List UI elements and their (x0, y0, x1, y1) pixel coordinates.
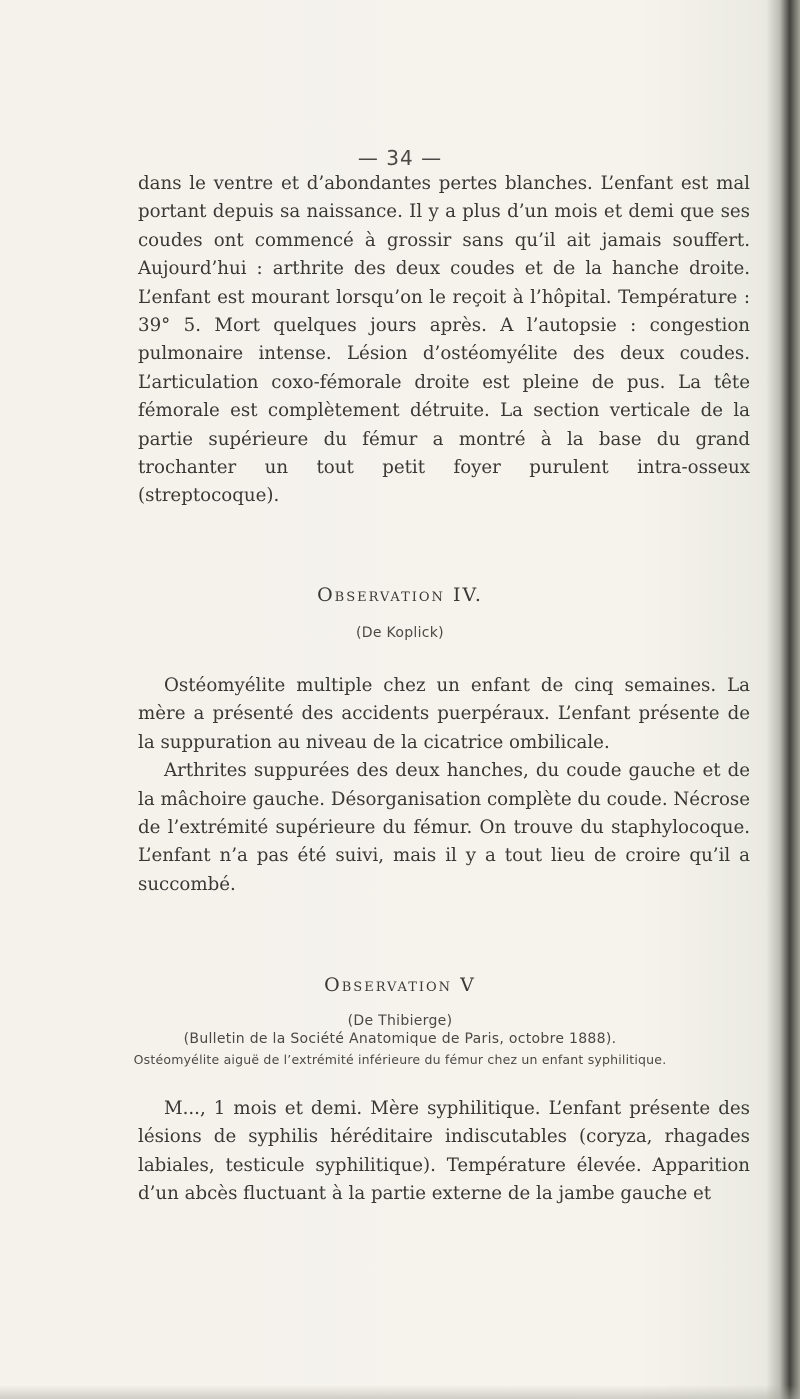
observation-4-source: (De Koplick) (356, 625, 444, 641)
page-binding-shadow (766, 0, 800, 1399)
observation-5-body (138, 1095, 750, 1209)
observation-4-body (138, 672, 750, 899)
page-bottom-edge (0, 1385, 800, 1399)
page-number: — 34 — (357, 146, 443, 170)
observation-5-bulletin: (Bulletin de la Société Anatomique de Paris, octobre 1888). (183, 1031, 617, 1047)
continuation-paragraph: dans le ventre et d’abondantes pertes blanches. L’enfant est mal portant depuis sa naissance. Il y a plus d’un mois et demi que ses coudes ont commencé à grossir sans qu’il ait jamais souffert. Aujourd’hui : arthrite des deux coudes et de la hanche droite. L’enfant est mourant lorsqu’on le reçoit à l’hôpital. Température : 39° 5. Mort quelques jours après. A l’autopsie : congestion pulmonaire intense. Lésion d’ostéomyélite des deux coudes. L’articulation coxo-fémorale droite est pleine de pus. La tête fémorale est complètement détruite. La section verticale de la partie supérieure du fémur a montré à la base du grand trochanter un tout petit foyer purulent intra-osseux (streptocoque). (138, 173, 750, 507)
observation-5-paragraph-1: M..., 1 mois et demi. Mère syphilitique. L’enfant présente des lésions de syphilis héréditaire indiscutables (coryza, rhagades labiales, testicule syphilitique). Température élevée. Apparition d’un abcès fluctuant à la partie externe de la jambe gauche et (138, 1098, 750, 1205)
observation-5-subtitle: Ostéomyélite aiguë de l’extrémité inférieure du fémur chez un enfant syphilitique. (133, 1052, 667, 1067)
observation-5-title: Observation V (324, 974, 476, 996)
observation-4-paragraph-2: Arthrites suppurées des deux hanches, du coude gauche et de la mâchoire gauche. Désorganisation complète du coude. Nécrose de l’extrémité supérieure du fémur. On trouve du staphylocoque. L’enfant n’a pas été suivi, mais il y a tout lieu de croire qu’il a succombé. (138, 760, 750, 895)
observation-5-source: (De Thibierge) (347, 1013, 453, 1029)
observation-4-title: Observation IV. (317, 584, 483, 606)
observation-4-paragraph-1: Ostéomyélite multiple chez un enfant de cinq semaines. La mère a présenté des accidents puerpéraux. L’enfant présente de la suppuration au niveau de la cicatrice ombilicale. (138, 675, 750, 753)
continuation-block (138, 170, 750, 511)
